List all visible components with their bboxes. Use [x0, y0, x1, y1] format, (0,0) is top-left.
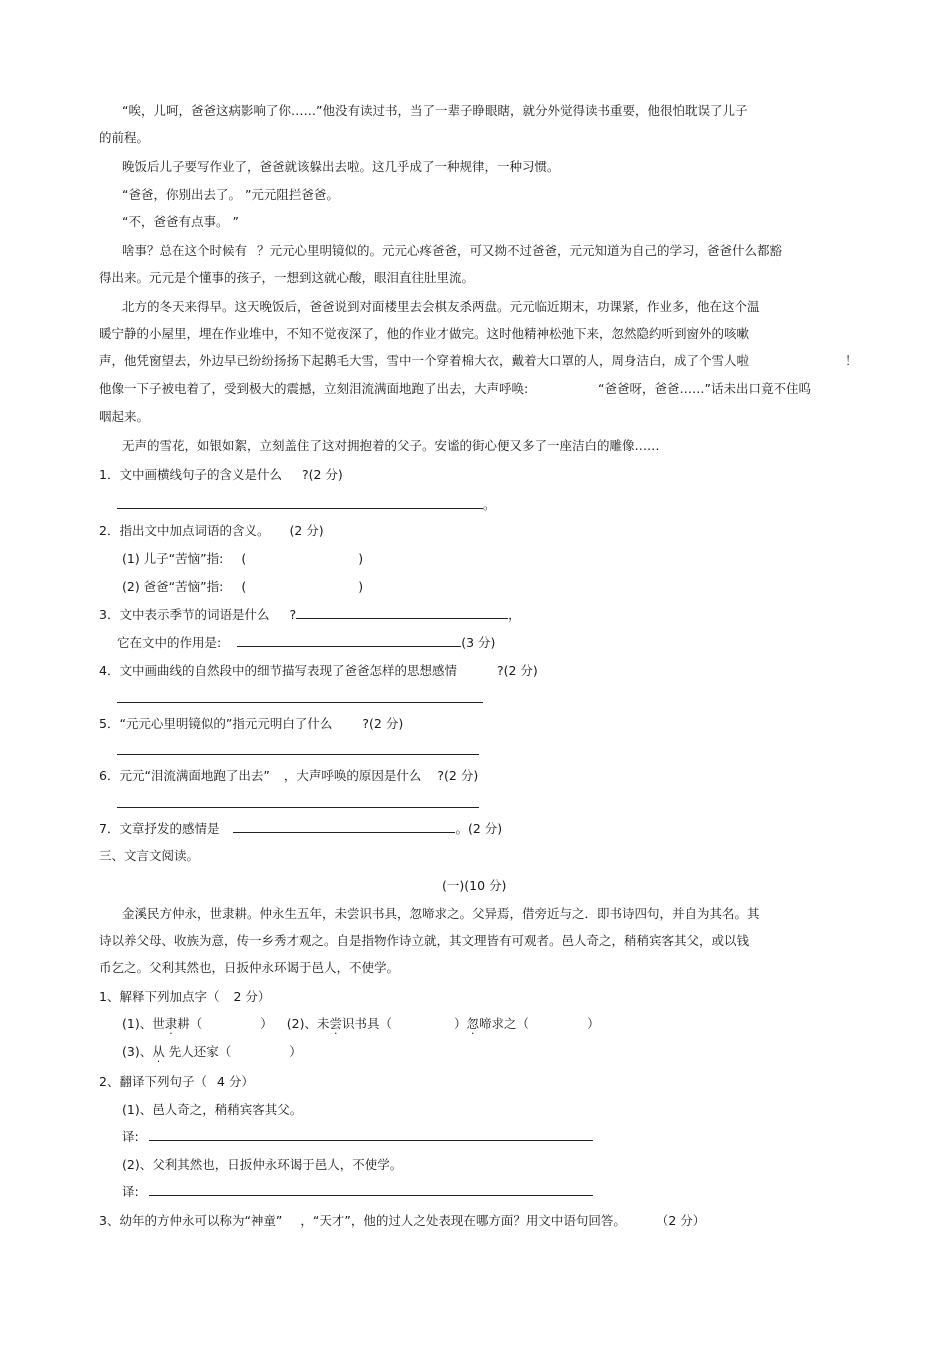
exercise-2-1: (1)、邑人奇之，稍稍宾客其父。 [122, 1102, 303, 1117]
passage-line: 暖宁静的小屋里，埋在作业堆中，不知不觉夜深了，他的作业才做完。这时他精神松弛下来，忽然隐约听到窗外的咳嗽 [99, 326, 750, 341]
question-2-2: (2) 爸爸“苦恼”指: ( ) [122, 579, 364, 594]
exercise-1-row: (3)、从 先人还家（ ） [122, 1044, 302, 1059]
passage-line [122, 242, 782, 260]
answer-line[interactable] [117, 742, 479, 760]
answer-line[interactable]: 。 [117, 496, 496, 514]
passage-line: 北方的冬天来得早。这天晚饭后，爸爸说到对面楼里去会棋友杀两盘。元元临近期末，功课紧，作业多，他在这个温 [122, 299, 760, 314]
passage-line: “爸爸，你别出去了。 ”元元阻拦爸爸。 [122, 187, 339, 202]
passage-text: ！ [845, 353, 858, 368]
answer-blank[interactable] [296, 606, 508, 619]
answer-line[interactable] [117, 795, 479, 813]
dotted-character: 从 [152, 1044, 165, 1059]
passage-line: 咽起来。 [99, 409, 150, 424]
answer-blank[interactable] [149, 1128, 593, 1141]
passage-line: “唉，儿呵，爸爸这病影响了你……”他没有读过书，当了一辈子睁眼瞎，就分外觉得读书重要，他很怕耽误了儿子 [122, 103, 748, 118]
answer-blank[interactable] [149, 1183, 593, 1196]
passage-line: 的前程。 [99, 130, 150, 145]
question-2-1: (1) 儿子“苦恼”指: ( ) [122, 551, 364, 566]
answer-line[interactable] [117, 690, 483, 708]
translation-line: 译: [122, 1128, 593, 1146]
question-7: 7．文章抒发的感情是 。(2 分) [99, 821, 503, 836]
dotted-character: 尝 [329, 1016, 342, 1031]
classical-text-line: 金溪民方仲永，世隶耕。仲永生五年，未尝识书具，忽啼求之。父异焉，借旁近与之．即书诗四句，并自为其名。其 [122, 906, 760, 921]
question-4: 4．文中画曲线的自然段中的细节描写表现了爸爸怎样的思想感情 ?(2 分) [99, 663, 538, 678]
passage-line: “不，爸爸有点事。 ” [122, 214, 239, 229]
question-1: 1．文中画横线句子的含义是什么 ?(2 分) [99, 467, 343, 482]
answer-blank[interactable] [237, 634, 461, 647]
section-subheading: (一)(10 分) [442, 878, 507, 893]
question-2: 2．指出文中加点词语的含义。 (2 分) [99, 523, 324, 538]
exercise-2: 2、翻译下列句子（ 4 分） [99, 1074, 254, 1089]
passage-line: 声，他凭窗望去，外边早已纷纷扬扬下起鹅毛大雪，雪中一个穿着棉大衣，戴着大口罩的人，周身洁白，成了个雪人啦 [99, 353, 750, 368]
passage-text: “爸爸呀，爸爸……”话未出口竟不住呜 [598, 381, 811, 396]
classical-text-line: 币乞之。父利其然也，日扳仲永环谒于邑人，不使学。 [99, 960, 400, 975]
question-6: 6．元元“泪流满面地跑了出去” ，大声呼唤的原因是什么 ?(2 分) [99, 768, 479, 783]
answer-blank[interactable] [117, 795, 479, 808]
passage-line: 无声的雪花，如银如絮，立刻盖住了这对拥抱着的父子。安谧的街心便又多了一座洁白的雕像…… [122, 438, 660, 453]
exercise-3: 3、幼年的方仲永可以称为“神童” ，“天才”，他的过人之处表现在哪方面？用文中语句回答。 （2 分） [99, 1213, 706, 1228]
exercise-1: 1、解释下列加点字（ 2 分） [99, 989, 271, 1004]
answer-blank[interactable] [233, 820, 455, 833]
answer-blank[interactable] [117, 690, 483, 703]
passage-text: ？元元心里明镜似的。元元心疼爸爸，可又拗不过爸爸，元元知道为自己的学习，爸爸什么都豁 [257, 243, 783, 258]
answer-blank[interactable] [117, 496, 483, 509]
dotted-character: 忽 [466, 1016, 480, 1031]
passage-line: 得出来。元元是个懂事的孩子，一想到这就心酸，眼泪直往肚里流。 [99, 270, 475, 285]
translation-line: 译: [122, 1183, 593, 1201]
question-3: 3．文中表示季节的词语是什么 ? ， [99, 607, 521, 622]
answer-blank[interactable] [117, 742, 479, 755]
passage-text: 啥事？总在这个时候有 [122, 243, 248, 258]
section-heading: 三、文言文阅读。 [99, 848, 200, 863]
passage-line: 晚饭后儿子要写作业了，爸爸就该躲出去啦。这几乎成了一种规律，一种习惯。 [122, 159, 560, 174]
dotted-character: 隶 [164, 1016, 178, 1031]
classical-text-line: 诗以养父母、收族为意，传一乡秀才观之。自是指物作诗立就，其文理皆有可观者。邑人奇之，稍稍宾客其父，或以钱 [99, 933, 750, 948]
exercise-2-2: (2)、父利其然也，日扳仲永环谒于邑人，不使学。 [122, 1157, 403, 1172]
passage-line: 他像一下子被电着了，受到极大的震撼，立刻泪流满面地跑了出去，大声呼唤: [99, 381, 529, 396]
question-3-2: 它在文中的作用是: (3 分) [117, 635, 496, 650]
exercise-1-row: (1)、世隶耕（ ） (2)、未尝识书具（ ）忽啼求之（ ） [122, 1016, 600, 1031]
question-5: 5．“元元心里明镜似的”指元元明白了什么 ?(2 分) [99, 716, 404, 731]
